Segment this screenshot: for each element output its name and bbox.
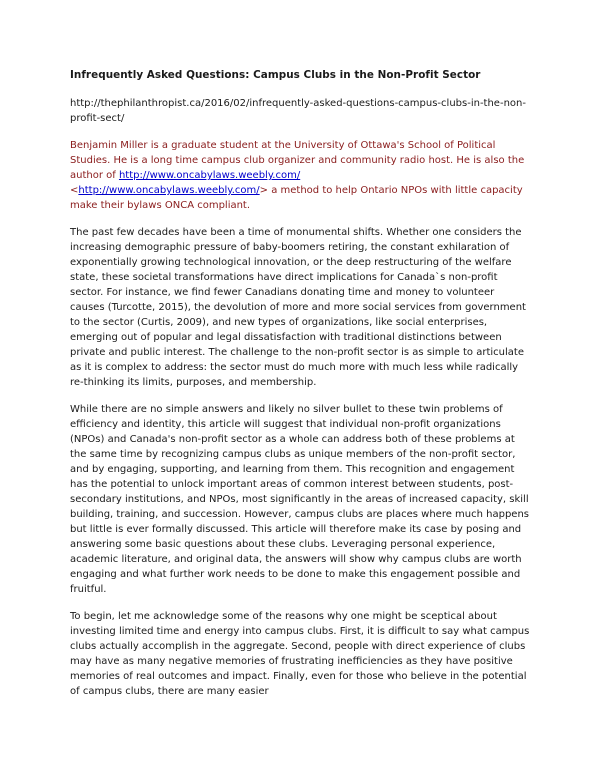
bio-text: Benjamin Miller is a graduate student at the University of Ottawa's School of Political Studies. He is a long time campus club organizer and community radio host. He is also the author of [70,140,525,181]
body-paragraph-2: While there are no simple answers and likely no silver bullet to these twin problems of efficiency and identity, this article will suggest that individual non-profit organizations (NPOs) and Canada's non-profit sector as a whole can address both of these problems at the same time by recognizing campus clubs as unique members of the non-profit sector, and by engaging, supporting, and learning from them. This recognition and engagement has the potential to unlock important areas of common interest between students, post-secondary institutions, and NPOs, most significantly in the areas of increased capacity, skill building, training, and succession. However, campus clubs are places where much happens but little is ever formally discussed. This article will therefore make its case by posing and answering some basic questions about these clubs. Leveraging personal experience, academic literature, and original data, the answers will show why campus clubs are worth engaging and what further work needs to be done to make this engagement possible and fruitful. [70,404,529,595]
bylaws-link-1[interactable]: http://www.oncabylaws.weebly.com/ [118,170,301,181]
bio-text-end: > a method to help Ontario NPOs with little capacity make their bylaws ONCA compliant. [70,185,523,211]
body-paragraph-3: To begin, let me acknowledge some of the reasons why one might be sceptical about investing limited time and energy into campus clubs. First, it is difficult to say what campus clubs actually accomplish in the aggregate. Second, people with direct experience of clubs may have as many negative memories of frustrating inefficiencies as they have positive memories of real outcomes and impact. Finally, even for those who believe in the potential of campus clubs, there are many easier [70,611,530,697]
author-bio [70,138,530,213]
source-url: http://thephilanthropist.ca/2016/02/infrequently-asked-questions-campus-clubs-in-the-non-profit-sect/ [70,98,526,124]
bio-bracket-open: < [70,185,79,196]
body-paragraph-1: The past few decades have been a time of monumental shifts. Whether one considers the increasing demographic pressure of baby-boomers retiring, the constant exhilaration of exponentially growing technological innovation, or the deep restructuring of the welfare state, these societal transformations have direct implications for Canada`s non-profit sector. For instance, we find fewer Canadians donating time and money to volunteer causes (Turcotte, 2015), the devolution of more and more social services from government to the sector (Curtis, 2009), and new types of organizations, like social enterprises, emerging out of popular and legal dissatisfaction with traditional distinctions between private and public interest. The challenge to the non-profit sector is as simple to articulate as it is complex to address: the sector must do much more with much less while radically re-thinking its limits, purposes, and membership. [70,227,526,388]
document-title: Infrequently Asked Questions: Campus Clubs in the Non-Profit Sector [70,69,481,81]
bylaws-link-2[interactable]: http://www.oncabylaws.weebly.com/ [78,185,260,196]
